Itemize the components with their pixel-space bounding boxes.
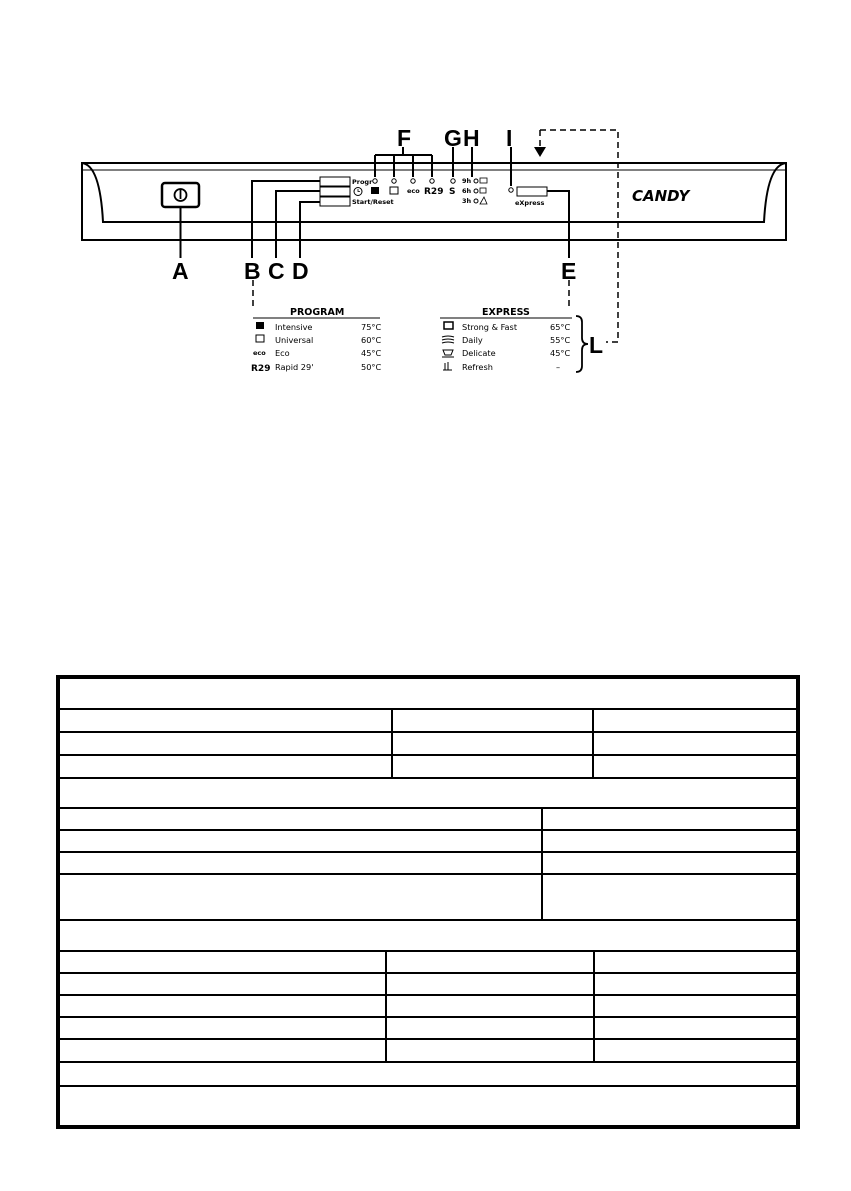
program-buttons (320, 177, 394, 206)
power-icon (175, 189, 187, 201)
curly-brace (576, 316, 588, 372)
express-row-name: Strong & Fast (462, 322, 518, 332)
express-button[interactable] (515, 187, 547, 207)
callout-f: F (397, 125, 412, 151)
table-row (60, 1018, 796, 1040)
express-label: eXpress (515, 199, 545, 207)
water-icon (480, 178, 487, 183)
led-eco (411, 179, 415, 183)
eco-icon: eco (253, 349, 266, 357)
program-led-icons (371, 187, 443, 197)
legend-icons-express (442, 322, 454, 370)
express-legend (440, 307, 588, 372)
arrow-icon (534, 147, 546, 157)
table-row (60, 1040, 796, 1063)
table-section-header (60, 779, 796, 809)
led-intensive (373, 179, 377, 183)
led-universal (392, 179, 396, 183)
program-row-temp: 45°C (361, 348, 382, 358)
table-row (60, 809, 796, 831)
delay-9h: 9h (462, 177, 472, 185)
start-reset-label: Start/Reset (352, 198, 394, 206)
progr-button[interactable] (320, 177, 350, 186)
legend-icons-program (251, 322, 270, 374)
program-row-name: Intensive (275, 322, 313, 332)
express-row-temp: 55°C (550, 335, 571, 345)
table-row (60, 1063, 796, 1087)
table-row (60, 875, 796, 921)
table-row (60, 733, 796, 756)
brand-logo: CANDY (632, 187, 690, 205)
half-load-icon: S (449, 187, 456, 197)
table-row (60, 974, 796, 996)
universal-pot-icon (256, 335, 264, 342)
pot-icon (444, 322, 453, 329)
table-row (60, 996, 796, 1018)
table-row (60, 1087, 796, 1125)
program-row-temp: 75°C (361, 322, 382, 332)
callout-h: H (463, 125, 480, 151)
progr-label: Progr (352, 178, 373, 186)
callout-g: G (444, 125, 462, 151)
cup-icon (442, 350, 454, 357)
table-section-header (60, 921, 796, 952)
rinse-aid-icon (480, 197, 487, 204)
express-row-name: Delicate (462, 348, 496, 358)
express-row-temp: 45°C (550, 348, 571, 358)
universal-pot-icon (390, 187, 398, 194)
express-legend-title: EXPRESS (482, 307, 530, 318)
program-legend-title: PROGRAM (290, 307, 345, 318)
program-row-temp: 60°C (361, 335, 382, 345)
table-row (60, 952, 796, 974)
program-legend (251, 307, 382, 374)
callout-d: D (292, 258, 309, 284)
callout-e: E (561, 258, 577, 284)
express-row-temp: 65°C (550, 322, 571, 332)
callout-l: L (589, 332, 604, 358)
delay-6h: 6h (462, 187, 472, 195)
callout-b: B (244, 258, 261, 284)
express-row-temp: – (556, 362, 561, 372)
r29-icon-label: R29 (424, 187, 444, 197)
intensive-pot-icon (256, 322, 264, 329)
table-row (60, 831, 796, 853)
callout-c: C (268, 258, 285, 284)
program-row-temp: 50°C (361, 362, 382, 372)
program-row-name: Universal (275, 335, 314, 345)
eco-icon-label: eco (407, 187, 420, 195)
rapid-r29-icon: R29 (251, 364, 271, 374)
half-load-indicator (449, 147, 455, 197)
callout-i: I (506, 125, 513, 151)
table-row (60, 710, 796, 733)
delay-3h: 3h (462, 197, 472, 205)
delay-indicators (462, 147, 487, 205)
led-r29 (430, 179, 434, 183)
program-row-name: Rapid 29' (275, 362, 314, 372)
salt-icon (480, 188, 486, 193)
express-row-name: Refresh (462, 362, 493, 372)
program-leds (373, 179, 434, 183)
power-button[interactable] (162, 183, 199, 207)
start-reset-button[interactable] (320, 197, 350, 206)
intensive-pot-icon (371, 187, 379, 194)
delay-start-button[interactable] (320, 187, 350, 196)
table-row (60, 853, 796, 875)
express-row-name: Daily (462, 335, 483, 345)
program-row-name: Eco (275, 348, 290, 358)
plates-icon (442, 336, 454, 343)
clock-icon (354, 188, 362, 196)
table-row (60, 756, 796, 779)
table-section-header (60, 679, 796, 710)
callout-a: A (172, 258, 189, 284)
specification-table (56, 675, 800, 1129)
glasses-icon (443, 362, 452, 370)
